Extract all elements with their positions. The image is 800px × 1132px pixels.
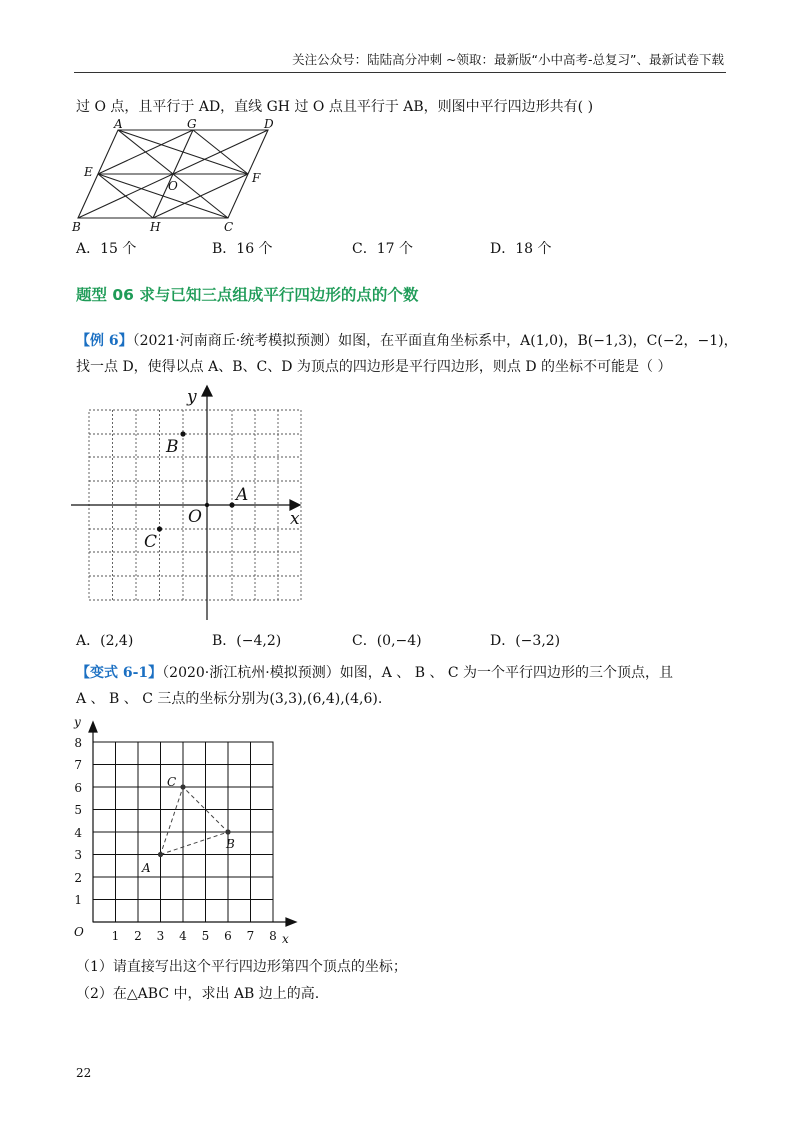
variant6-line1 [76, 662, 673, 682]
label-o: O [168, 179, 178, 193]
y-axis-arrow [202, 386, 212, 396]
section-title: 题型 06 求与已知三点组成平行四边形的点的个数 [76, 286, 419, 304]
line-eg [98, 130, 193, 174]
point-a [158, 852, 163, 857]
x-tick-4: 4 [179, 929, 187, 943]
x-tick-2: 2 [134, 929, 142, 943]
label-y: y [187, 387, 197, 407]
x-tick-6: 6 [224, 929, 232, 943]
x-tick-1: 1 [111, 929, 120, 943]
example6-coordinate-grid [68, 384, 308, 624]
line-ec [98, 174, 228, 218]
page-header: 关注公众号：陆陆高分冲刺 ~领取：最新版“小中高考-总复习”、最新试卷下载 [292, 52, 724, 67]
prev-option-c: C．17 个 [352, 241, 413, 257]
y-tick-4: 4 [74, 826, 82, 840]
line-af [118, 130, 248, 174]
y-axis-arrow [89, 722, 97, 732]
label-b: B [166, 437, 179, 457]
example6-option-c: C．(0,−4) [352, 633, 422, 649]
example6-tag: 【例 6】 [76, 333, 133, 349]
label-b: B [72, 220, 81, 234]
label-o: O [74, 925, 84, 939]
triangle-abc [161, 787, 229, 855]
label-c: C [144, 532, 158, 552]
label-c: C [224, 220, 234, 234]
prev-option-d: D．18 个 [490, 241, 552, 257]
label-y: y [74, 715, 81, 729]
variant6-text1: （2020·浙江杭州·模拟预测）如图，A 、 B 、 C 为一个平行四边形的三个顶点，且 [162, 665, 674, 681]
line-gf [193, 130, 248, 174]
header-rule [74, 72, 726, 73]
page-number: 22 [76, 1066, 92, 1080]
y-tick-6: 6 [74, 781, 82, 795]
example6-text1: （2021·河南商丘·统考模拟预测）如图，在平面直角坐标系中，A(1,0)，B(−1,3)，C(−2，−1)， [132, 333, 738, 349]
point-b [180, 431, 185, 436]
label-e: E [84, 165, 93, 179]
point-b [225, 829, 230, 834]
point-c [180, 784, 185, 789]
label-x: x [290, 509, 300, 529]
label-a: A [236, 485, 249, 505]
label-c: C [167, 775, 177, 789]
example6-option-d: D．(−3,2) [490, 633, 561, 649]
prev-option-a: A．15 个 [76, 241, 137, 257]
x-tick-3: 3 [156, 929, 165, 943]
example6-option-a: A．(2,4) [76, 633, 134, 649]
y-tick-1: 1 [74, 893, 82, 907]
example6-option-b: B．(−4,2) [212, 633, 282, 649]
prev-question-stem: 过 O 点，且平行于 AD，直线 GH 过 O 点且平行于 AB，则图中平行四边形共有( ) [76, 99, 594, 115]
point-c [157, 526, 162, 531]
variant6-tag: 【变式 6-1】 [76, 665, 163, 681]
example6-line2: 找一点 D，使得以点 A、B、C、D 为顶点的四边形是平行四边形，则点 D 的坐标不可能是（ ） [76, 359, 672, 375]
variant6-sub1: （1）请直接写出这个平行四边形第四个顶点的坐标； [76, 959, 407, 975]
x-tick-7: 7 [246, 929, 255, 943]
label-a: A [142, 861, 151, 875]
y-tick-2: 2 [74, 871, 82, 885]
label-b: B [226, 837, 235, 851]
y-tick-3: 3 [74, 848, 82, 862]
variant6-sub2: （2）在△ABC 中，求出 AB 边上的高. [76, 986, 320, 1002]
y-tick-7: 7 [74, 758, 82, 772]
variant6-line2: A 、 B 、 C 三点的坐标分别为(3,3),(6,4),(4,6). [76, 691, 383, 707]
label-h: H [150, 220, 161, 234]
label-a: A [114, 118, 123, 131]
label-g: G [187, 118, 197, 131]
label-o: O [188, 507, 202, 527]
x-axis-arrow [286, 918, 296, 926]
x-tick-8: 8 [269, 929, 277, 943]
parallelogram-figure [70, 118, 290, 234]
example6-line1 [76, 330, 738, 350]
x-tick-5: 5 [201, 929, 210, 943]
label-f: F [252, 171, 261, 185]
y-tick-5: 5 [74, 803, 82, 817]
label-d: D [264, 118, 274, 131]
prev-option-b: B．16 个 [212, 241, 273, 257]
line-he [98, 174, 153, 218]
point-origin [205, 503, 209, 507]
y-tick-8: 8 [74, 736, 82, 750]
point-a [229, 502, 234, 507]
label-x: x [282, 932, 289, 946]
variant6-coordinate-grid [70, 712, 300, 948]
